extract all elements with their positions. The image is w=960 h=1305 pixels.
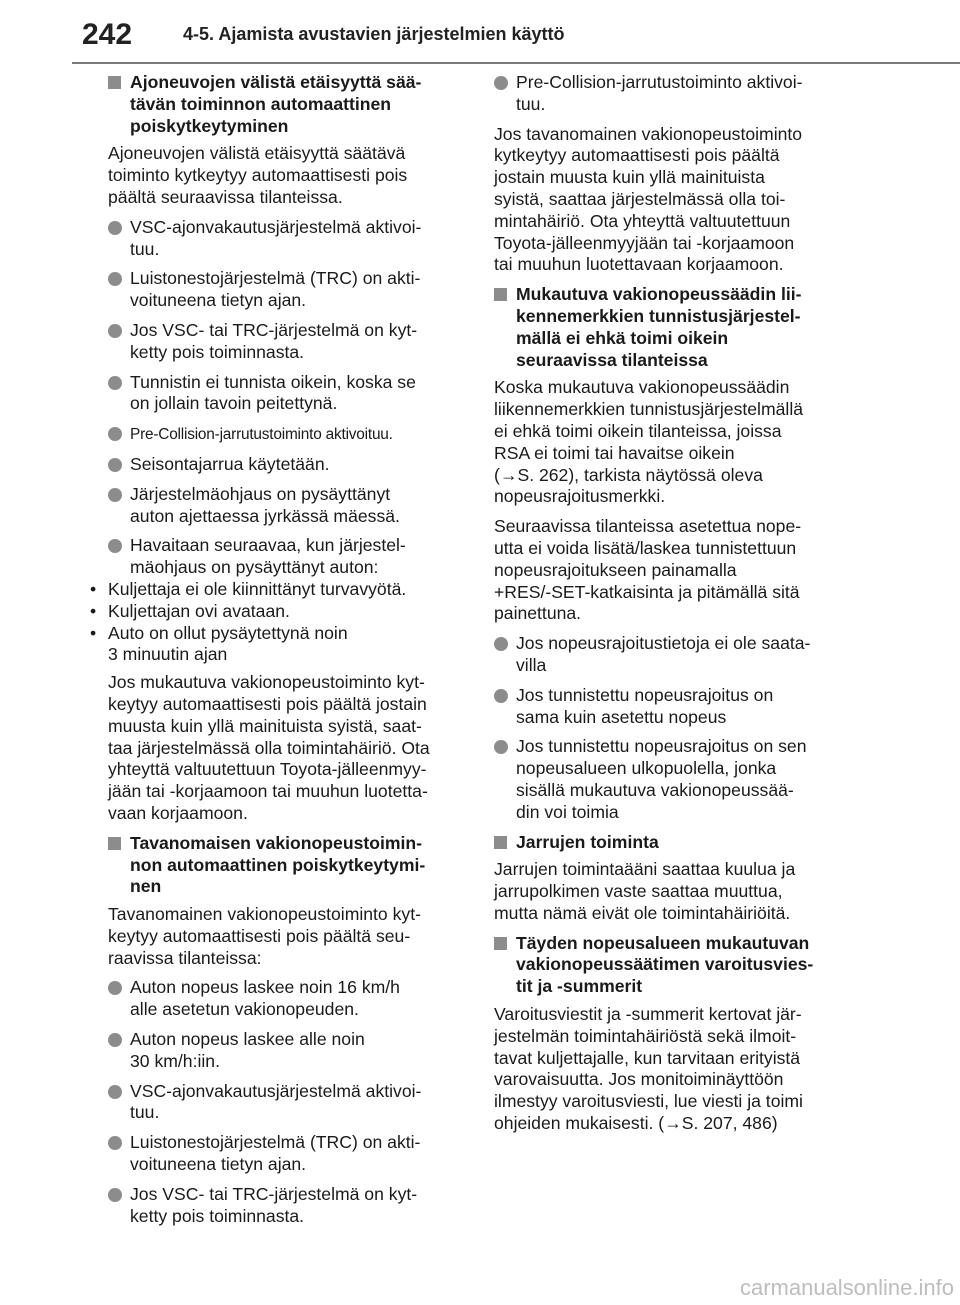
bullet-text: Jos nopeusrajoitustietoja ei ole saata- villa: [516, 633, 811, 675]
circle-bullet-icon: [108, 1188, 122, 1202]
bullet-text: Tunnistin ei tunnista oikein, koska se on jollain tavoin peitettynä.: [130, 371, 416, 414]
section-heading: [494, 933, 846, 998]
chapter-title: 4-5. Ajamista avustavien järjestelmien käyttö: [183, 24, 565, 44]
sub-item-text: Auto on ollut pysäytettynä noin 3 minuutin ajan: [108, 622, 348, 665]
header-rule: [72, 62, 960, 64]
bullet-item: [494, 633, 846, 677]
bullet-text: Jos tunnistettu nopeusrajoitus on sen nopeusalueen ulkopuolella, jonka sisällä mukautuva vakionopeussää- din voi toimia: [516, 736, 807, 822]
bullet-text: Luistonestojärjestelmä (TRC) on akti- voituneena tietyn ajan.: [130, 268, 421, 311]
circle-bullet-icon: [108, 488, 122, 502]
bullet-item: [108, 268, 466, 312]
bullet-text: Järjestelmäohjaus on pysäyttänyt auton ajettaessa jyrkässä mäessä.: [130, 483, 400, 526]
bullet-text: Jos VSC- tai TRC-järjestelmä on kyt- ketty pois toiminnasta.: [130, 1183, 418, 1226]
section-heading: [494, 284, 846, 371]
bullet-item: [494, 72, 846, 116]
circle-bullet-icon: [108, 272, 122, 286]
circle-bullet-icon: [108, 1033, 122, 1047]
circle-bullet-icon: [108, 427, 122, 441]
sub-list-item: [86, 601, 466, 623]
paragraph: Seuraavissa tilanteissa asetettua nope- utta ei voida lisätä/laskea tunnistettuun nopeusrajoitukseen painamalla +RES/-SET-katkaisinta ja pitämällä sitä painettuna.: [494, 516, 802, 624]
bullet-item: [108, 1132, 466, 1176]
left-column: [90, 72, 466, 1235]
paragraph: Varoitusviestit ja -summerit kertovat jär- jestelmän toimintahäiriöstä sekä ilmoit- tavat kuljettajalle, kun tarvitaan erityistä varovaisuutta. Jos monitoiminäyttöön ilmestyy varoitusviesti, lue viesti ja toimi ohjeiden mukaisesti. (→S. 207, 486): [494, 1004, 803, 1134]
sub-list: [90, 578, 466, 666]
section-heading: [108, 72, 466, 137]
page-header: [0, 0, 960, 62]
heading-text: Mukautuva vakionopeussäädin lii- kennemerkkien tunnistusjärjestel- mällä ei ehkä toimi oikein seuraavissa tilanteissa: [516, 284, 802, 370]
watermark: carmanualsonline.info: [739, 1275, 954, 1300]
circle-bullet-icon: [108, 221, 122, 235]
bullet-text: Seisontajarrua käytetään.: [130, 453, 330, 474]
dash-bullet-icon: •: [90, 622, 97, 643]
paragraph: Koska mukautuva vakionopeussäädin liikennemerkkien tunnistusjärjestelmällä ei ehkä toimi oikein tilanteissa, joissa RSA ei toimi tai havaitse oikein (→S. 262), tarkista näytössä oleva nopeusrajoitusmerkki.: [494, 377, 804, 507]
bullet-text: Jos VSC- tai TRC-järjestelmä on kyt- ketty pois toiminnasta.: [130, 319, 418, 362]
square-bullet-icon: [108, 76, 121, 89]
bullet-item: [494, 736, 846, 823]
heading-text: Ajoneuvojen välistä etäisyyttä sää- tävän toiminnon automaattinen poiskytkeytyminen: [130, 72, 422, 136]
circle-bullet-icon: [108, 1136, 122, 1150]
circle-bullet-icon: [108, 539, 122, 553]
bullet-item: [108, 1184, 466, 1228]
bullet-item: [108, 423, 466, 446]
section-heading: [108, 833, 466, 898]
bullet-item: [108, 1029, 466, 1073]
square-bullet-icon: [108, 837, 121, 850]
bullet-text: VSC-ajonvakautusjärjestelmä aktivoi- tuu.: [130, 1080, 422, 1123]
bullet-item: [108, 454, 466, 476]
paragraph: Jarrujen toimintaääni saattaa kuulua ja jarrupolkimen vaste saattaa muuttua, mutta nämä eivät ole toimintahäiriöitä.: [494, 859, 796, 923]
dash-bullet-icon: •: [90, 578, 97, 599]
bullet-text: Havaitaan seuraavaa, kun järjestel- mäohjaus on pysäyttänyt auton:: [130, 535, 406, 578]
circle-bullet-icon: [494, 637, 508, 651]
bullet-text: Auton nopeus laskee noin 16 km/h alle asetetun vakionopeuden.: [130, 977, 400, 1020]
circle-bullet-icon: [108, 376, 122, 390]
paragraph: Jos mukautuva vakionopeustoiminto kyt- keytyy automaattisesti pois päältä jostain muusta kuin yllä mainituista syistä, saat- taa järjestelmässä olla toimintahäiriö. Ota yhteyttä valtuutettuun Toyota-jälleenmyy- jään tai -korjaamoon tai muuhun luotetta- vaan korjaamoon.: [108, 672, 430, 823]
bullet-text: Jos tunnistettu nopeusrajoitus on sama kuin asetettu nopeus: [516, 684, 774, 727]
sub-list-item: [86, 579, 466, 601]
bullet-text: Auton nopeus laskee alle noin 30 km/h:iin.: [130, 1029, 365, 1071]
paragraph: Ajoneuvojen välistä etäisyyttä säätävä toiminto kytkeytyy automaattisesti pois päältä seuraavissa tilanteissa.: [108, 143, 408, 207]
square-bullet-icon: [494, 937, 507, 950]
sub-item-text: Kuljettajan ovi avataan.: [108, 600, 290, 621]
bullet-text: Luistonestojärjestelmä (TRC) on akti- voituneena tietyn ajan.: [130, 1132, 421, 1175]
page-number: 242: [82, 18, 133, 51]
bullet-item: [108, 977, 466, 1021]
right-column: [494, 72, 846, 1143]
square-bullet-icon: [494, 836, 507, 849]
bullet-item: [108, 320, 466, 364]
bullet-item: [108, 535, 466, 579]
circle-bullet-icon: [494, 689, 508, 703]
circle-bullet-icon: [494, 76, 508, 90]
section-heading: [494, 832, 846, 854]
sub-item-text: Kuljettaja ei ole kiinnittänyt turvavyötä.: [108, 578, 407, 599]
bullet-item: [108, 217, 466, 261]
square-bullet-icon: [494, 288, 507, 301]
circle-bullet-icon: [108, 1085, 122, 1099]
heading-text: Tavanomaisen vakionopeustoimin- non automaattinen poiskytkeytymi- nen: [130, 832, 426, 897]
sub-list-item: [86, 623, 466, 667]
circle-bullet-icon: [494, 740, 508, 754]
bullet-text: VSC-ajonvakautusjärjestelmä aktivoi- tuu.: [130, 216, 422, 259]
dash-bullet-icon: •: [90, 600, 97, 621]
heading-text: Jarrujen toiminta: [516, 831, 659, 852]
heading-text: Täyden nopeusalueen mukautuvan vakionopeussäätimen varoitusvies- tit ja -summerit: [516, 932, 814, 997]
bullet-item: [108, 1081, 466, 1125]
bullet-text: Pre-Collision-jarrutustoiminto aktivoituu.: [130, 426, 393, 444]
circle-bullet-icon: [108, 981, 122, 995]
paragraph: Jos tavanomainen vakionopeustoiminto kytkeytyy automaattisesti pois päältä jostain muusta kuin yllä mainituista syistä, saattaa järjestelmässä olla toi- mintahäiriö. Ota yhteyttä valtuutettuun Toyota-jälleenmyyjään tai -korjaamoon tai muuhun luotettavaan korjaamoon.: [494, 123, 803, 275]
bullet-item: [494, 685, 846, 729]
bullet-item: [108, 372, 466, 416]
bullet-item: [108, 484, 466, 528]
circle-bullet-icon: [108, 458, 122, 472]
bullet-text: Pre-Collision-jarrutustoiminto aktivoi- tuu.: [516, 72, 803, 114]
circle-bullet-icon: [108, 324, 122, 338]
paragraph: Tavanomainen vakionopeustoiminto kyt- keytyy automaattisesti pois päältä seu- raavissa tilanteissa:: [108, 904, 421, 968]
